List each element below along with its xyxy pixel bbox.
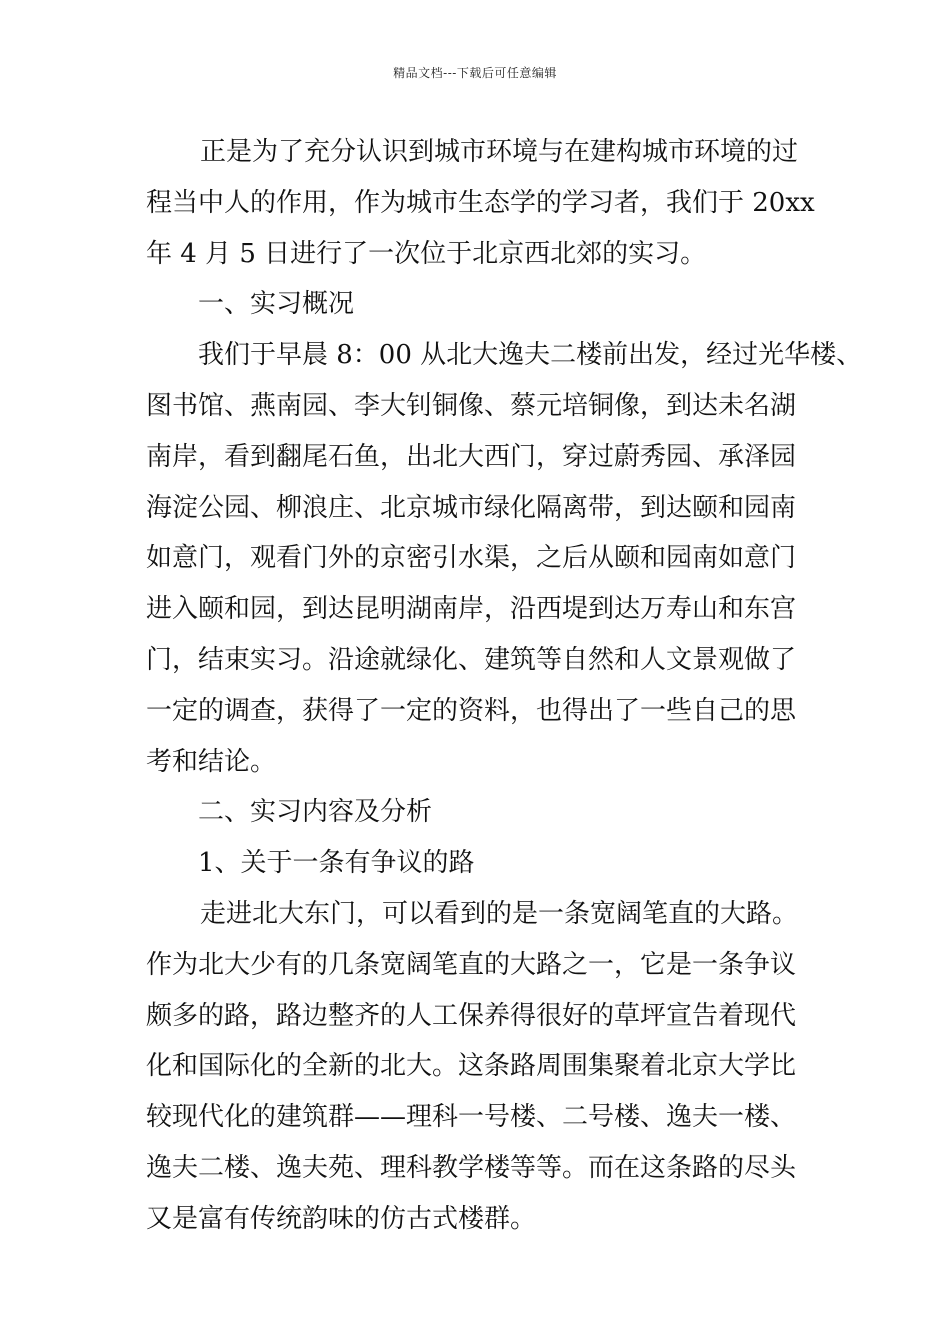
- paragraph-line: 我们于早晨 8：00 从北大逸夫二楼前出发，经过光华楼、: [198, 340, 863, 371]
- paragraph-line: 年 4 月 5 日进行了一次位于北京西北郊的实习。: [146, 238, 707, 269]
- paragraph-line: 程当中人的作用，作为城市生态学的学习者，我们于 20xx: [146, 187, 815, 218]
- section-heading: 二、实习内容及分析: [198, 797, 433, 828]
- section-heading: 一、实习概况: [198, 289, 355, 320]
- document-body: [146, 127, 863, 1245]
- paragraph-line: 化和国际化的全新的北大。这条路周围集聚着北京大学比: [146, 1051, 797, 1082]
- paragraph-line: 一定的调查，获得了一定的资料，也得出了一些自己的思: [146, 695, 797, 726]
- paragraph-line: 门，结束实习。沿途就绿化、建筑等自然和人文景观做了: [146, 644, 797, 675]
- paragraph-line: 南岸，看到翻尾石鱼，出北大西门，穿过蔚秀园、承泽园: [146, 441, 797, 472]
- paragraph-line: 考和结论。: [146, 746, 277, 777]
- paragraph-line: 海淀公园、柳浪庄、北京城市绿化隔离带，到达颐和园南: [146, 492, 797, 523]
- paragraph-line: 较现代化的建筑群——理科一号楼、二号楼、逸夫一楼、: [146, 1102, 797, 1133]
- paragraph-line: 图书馆、燕南园、李大钊铜像、蔡元培铜像，到达未名湖: [146, 390, 797, 421]
- paragraph-line: 走进北大东门，可以看到的是一条宽阔笔直的大路。: [200, 898, 799, 929]
- paragraph-line: 作为北大少有的几条宽阔笔直的大路之一，它是一条争议: [146, 949, 797, 980]
- paragraph-line: 进入颐和园，到达昆明湖南岸，沿西堤到达万寿山和东宫: [146, 594, 797, 625]
- paragraph-line: 逸夫二楼、逸夫苑、理科教学楼等等。而在这条路的尽头: [146, 1152, 797, 1183]
- subsection-heading: 1、关于一条有争议的路: [198, 848, 475, 879]
- page-header: 精品文档---下载后可任意编辑: [393, 66, 557, 80]
- paragraph-line: 正是为了充分认识到城市环境与在建构城市环境的过: [200, 137, 799, 167]
- paragraph-line: 如意门，观看门外的京密引水渠，之后从颐和园南如意门: [146, 543, 797, 574]
- paragraph-line: 又是富有传统韵味的仿古式楼群。: [146, 1203, 537, 1234]
- paragraph-line: 颇多的路，路边整齐的人工保养得很好的草坪宣告着现代: [146, 1000, 797, 1031]
